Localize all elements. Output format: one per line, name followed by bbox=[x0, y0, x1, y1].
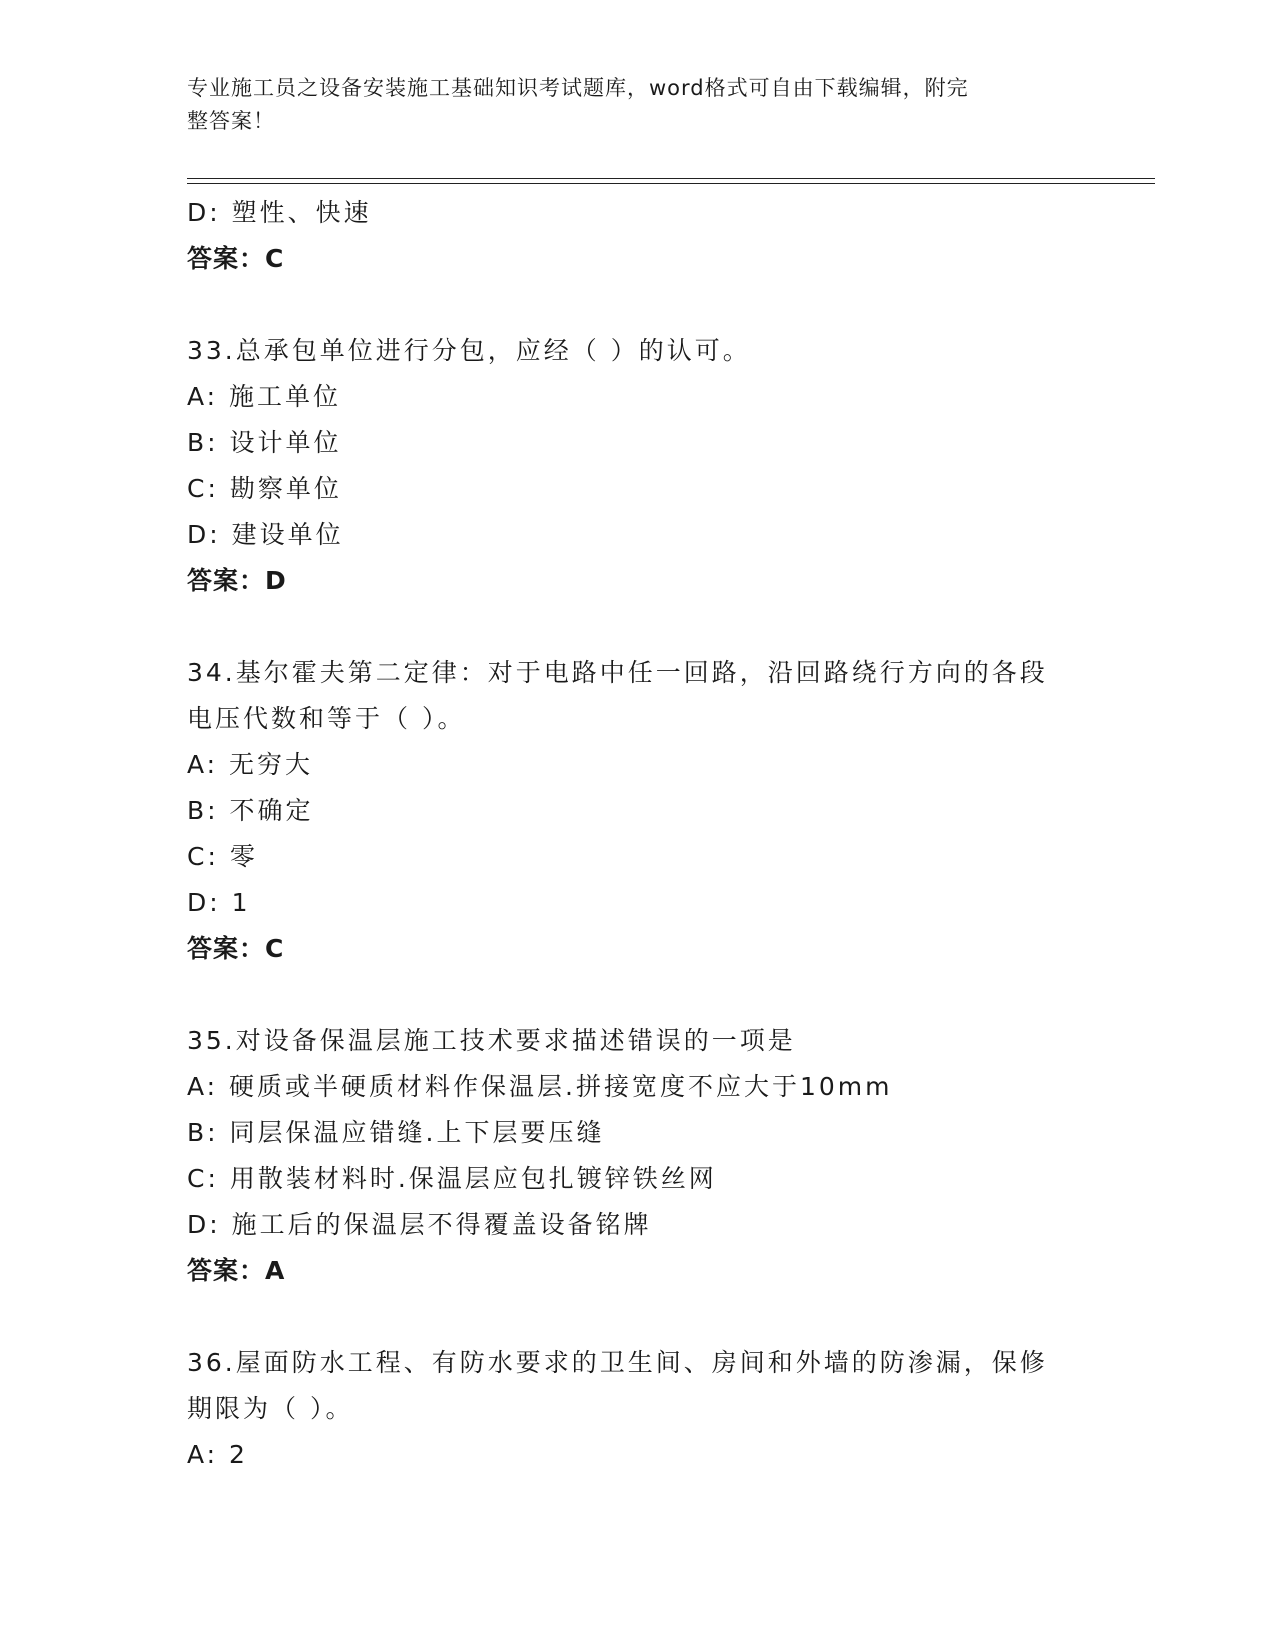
question-stem: 35.对设备保温层施工技术要求描述错误的一项是 bbox=[187, 1026, 796, 1055]
option-c: C: 零 bbox=[187, 842, 258, 871]
question-36 bbox=[187, 1340, 1087, 1478]
answer: 答案：A bbox=[187, 1256, 286, 1285]
spacer bbox=[187, 1294, 1087, 1340]
question-stem-line-1: 34.基尔霍夫第二定律：对于电路中任一回路，沿回路绕行方向的各段 bbox=[187, 658, 1048, 687]
option-d: D: 1 bbox=[187, 888, 251, 917]
question-35 bbox=[187, 1018, 1087, 1294]
header-divider-bottom bbox=[187, 183, 1155, 184]
question-stem: 33.总承包单位进行分包，应经（ ）的认可。 bbox=[187, 336, 751, 365]
option-a: A: 2 bbox=[187, 1440, 248, 1469]
option-d: D: 建设单位 bbox=[187, 520, 344, 549]
question-list bbox=[187, 190, 1087, 1478]
option-b: B: 设计单位 bbox=[187, 428, 342, 457]
option-b: B: 同层保温应错缝.上下层要压缝 bbox=[187, 1118, 605, 1147]
option-b: B: 不确定 bbox=[187, 796, 314, 825]
option-a: A: 无穷大 bbox=[187, 750, 314, 779]
question-33 bbox=[187, 328, 1087, 604]
option-c: C: 用散装材料时.保温层应包扎镀锌铁丝网 bbox=[187, 1164, 717, 1193]
answer: 答案：C bbox=[187, 934, 285, 963]
document-header bbox=[187, 72, 1067, 138]
spacer bbox=[187, 972, 1087, 1018]
option-a: A: 施工单位 bbox=[187, 382, 342, 411]
option-c: C: 勘察单位 bbox=[187, 474, 342, 503]
spacer bbox=[187, 282, 1087, 328]
option-a: A: 硬质或半硬质材料作保温层.拼接宽度不应大于10mm bbox=[187, 1072, 893, 1101]
header-line-1: 专业施工员之设备安装施工基础知识考试题库，word格式可自由下载编辑，附完 bbox=[187, 76, 969, 100]
question-stem-line-1: 36.屋面防水工程、有防水要求的卫生间、房间和外墙的防渗漏，保修 bbox=[187, 1348, 1048, 1377]
header-line-2: 整答案！ bbox=[187, 109, 275, 133]
header-divider-top bbox=[187, 178, 1155, 179]
previous-option-d: D: 塑性、快速 bbox=[187, 198, 372, 227]
question-stem-line-2: 电压代数和等于（ ）。 bbox=[187, 704, 466, 733]
answer: 答案：D bbox=[187, 566, 287, 595]
question-stem-line-2: 期限为（ ）。 bbox=[187, 1394, 354, 1423]
spacer bbox=[187, 604, 1087, 650]
previous-answer: 答案：C bbox=[187, 244, 285, 273]
question-34 bbox=[187, 650, 1087, 972]
option-d: D: 施工后的保温层不得覆盖设备铭牌 bbox=[187, 1210, 652, 1239]
